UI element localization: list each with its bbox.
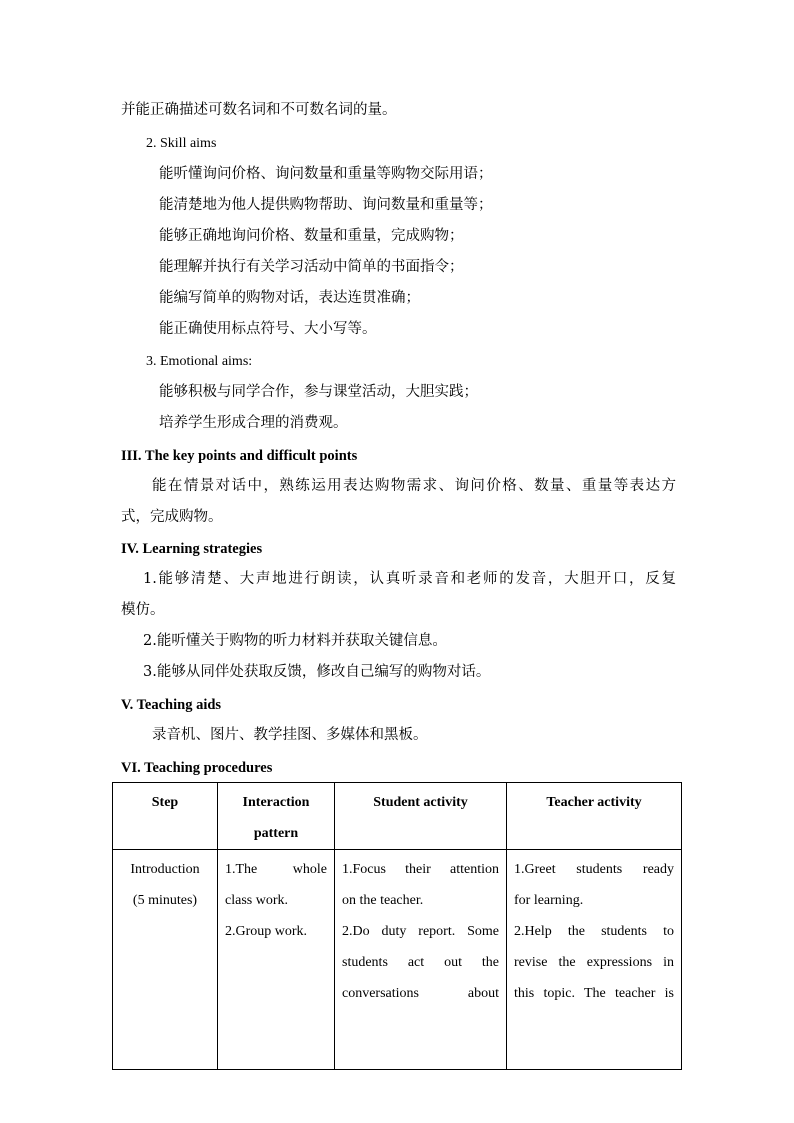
teacher-activity-line: 1.Greet students ready [514, 862, 674, 877]
interaction-line: class work. [225, 893, 288, 908]
section-heading-learning-strategies: IV. Learning strategies [121, 541, 263, 557]
column-header-step: Step [113, 783, 218, 850]
strategy-item: 2.能听懂关于购物的听力材料并获取关键信息。 [143, 633, 447, 649]
skill-aim-item: 能正确使用标点符号、大小写等。 [159, 321, 377, 337]
skill-aim-item: 能听懂询问价格、询问数量和重量等购物交际用语； [159, 166, 493, 182]
student-activity-cell [335, 850, 507, 1070]
strategy-item: 1.能够清楚、大声地进行朗读，认真听录音和老师的发音，大胆开口，反复 [143, 571, 676, 587]
student-activity-line: 2.Do duty report. Some [342, 924, 499, 939]
strategy-item: 3.能够从同伴处获取反馈，修改自己编写的购物对话。 [143, 664, 491, 680]
step-name: Introduction [130, 862, 200, 877]
student-activity-line: 1.Focus their attention [342, 862, 499, 877]
teaching-procedures-table [112, 782, 682, 1070]
section-heading-teaching-aids: V. Teaching aids [121, 697, 222, 713]
emotional-aims-heading: 3. Emotional aims: [146, 354, 253, 369]
table-header-row [113, 783, 682, 850]
section-heading-key-points: III. The key points and difficult points [121, 448, 358, 464]
student-activity-line: students act out the [342, 955, 499, 970]
skill-aim-item: 能理解并执行有关学习活动中简单的书面指令； [159, 259, 464, 275]
key-points-line: 能在情景对话中，熟练运用表达购物需求、询问价格、数量、重量等表达方 [152, 478, 676, 494]
teacher-activity-cell [507, 850, 682, 1070]
table-row [113, 850, 682, 1070]
column-header-student-activity: Student activity [335, 783, 507, 850]
interaction-line: 1.The whole [225, 862, 327, 877]
skill-aim-item: 能编写简单的购物对话，表达连贯准确； [159, 290, 420, 306]
interaction-pattern-cell [218, 850, 335, 1070]
emotional-aim-item: 能够积极与同学合作，参与课堂活动，大胆实践； [159, 384, 478, 400]
skill-aims-heading: 2. Skill aims [146, 136, 217, 151]
step-cell [113, 850, 218, 1070]
teacher-activity-line: revise the expressions in [514, 955, 674, 970]
skill-aim-item: 能清楚地为他人提供购物帮助、询问数量和重量等； [159, 197, 493, 213]
emotional-aim-item: 培养学生形成合理的消费观。 [159, 415, 348, 431]
teaching-aids-text: 录音机、图片、教学挂图、多媒体和黑板。 [152, 727, 428, 743]
student-activity-line: on the teacher. [342, 893, 424, 908]
key-points-line: 式，完成购物。 [121, 509, 223, 525]
section-heading-teaching-procedures: VI. Teaching procedures [121, 760, 273, 776]
teacher-activity-line: for learning. [514, 893, 584, 908]
student-activity-line: conversations about [342, 986, 499, 1001]
skill-aim-item: 能够正确地询问价格、数量和重量，完成购物； [159, 228, 464, 244]
teacher-activity-line: this topic. The teacher is [514, 986, 674, 1001]
step-duration: (5 minutes) [132, 893, 198, 908]
interaction-line: 2.Group work. [225, 924, 308, 939]
column-header-teacher-activity: Teacher activity [507, 783, 682, 850]
teacher-activity-line: 2.Help the students to [514, 924, 674, 939]
strategy-item-continued: 模仿。 [121, 602, 165, 618]
column-header-interaction-pattern: Interaction pattern [218, 783, 335, 850]
continuation-text: 并能正确描述可数名词和不可数名词的量。 [121, 102, 397, 118]
